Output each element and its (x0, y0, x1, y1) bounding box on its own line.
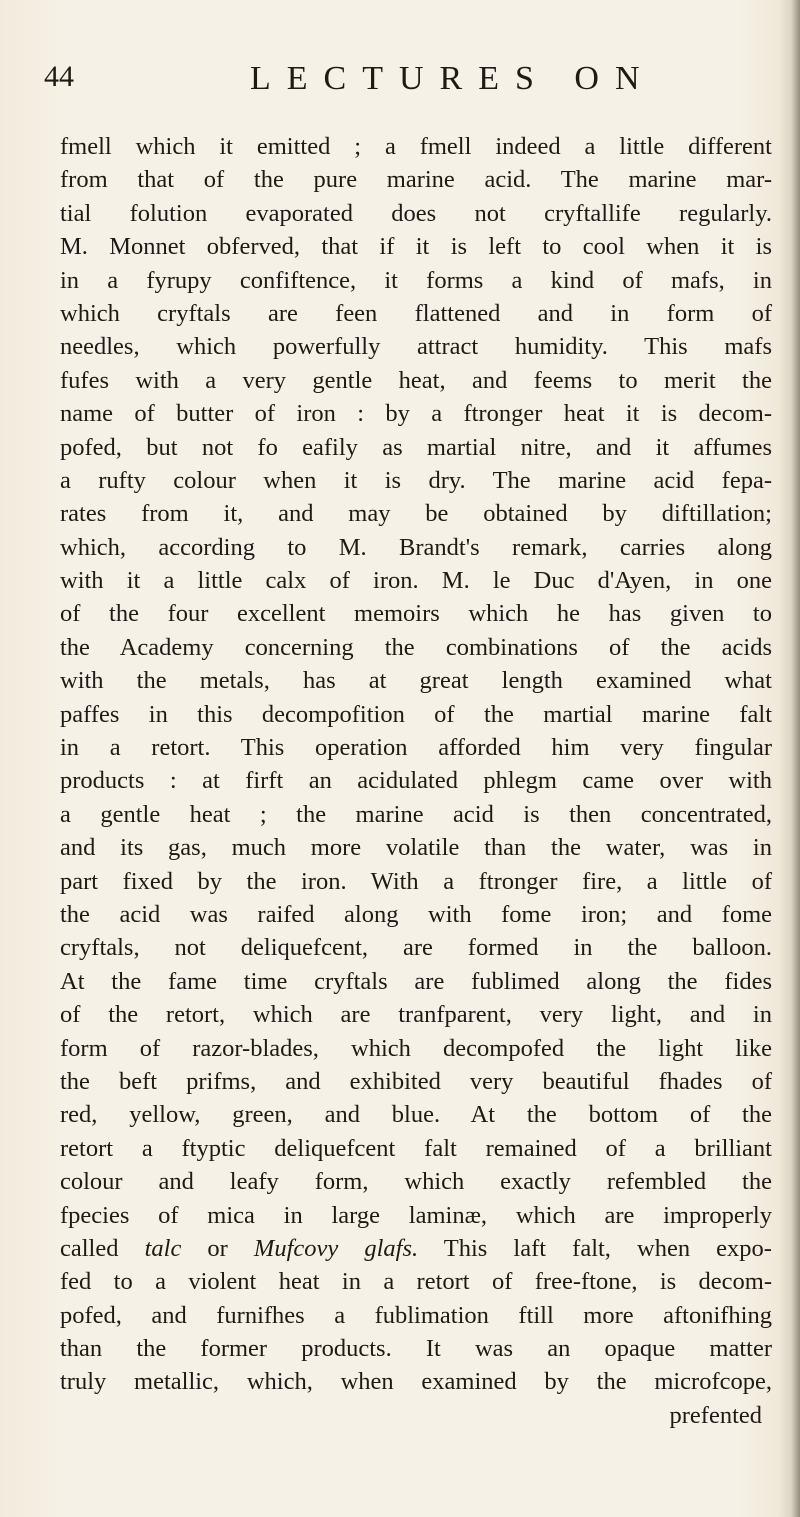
text-line: form of razor-blades, which decompofed the light like (60, 1034, 772, 1062)
text-line: products : at firft an acidulated phlegm came over with (60, 767, 772, 795)
text-line: name of butter of iron : by a ftronger heat it is decom- (60, 400, 772, 428)
text-line: part fixed by the iron. With a ftronger fire, a little of (60, 867, 772, 895)
running-head: LECTURES ON (250, 60, 656, 97)
text-line: fed to a violent heat in a retort of free-ftone, is decom- (60, 1268, 772, 1296)
text-line: needles, which powerfully attract humidity. This mafs (60, 333, 772, 361)
text-line: with it a little calx of iron. M. le Duc d'Ayen, in one (60, 567, 772, 595)
text-line: M. Monnet obferved, that if it is left to cool when it is (60, 233, 772, 261)
text-line: truly metallic, which, when examined by the microfcope, (60, 1368, 772, 1396)
text-line: with the metals, has at great length examined what (60, 667, 772, 695)
text-line: which cryftals are feen flattened and in form of (60, 299, 772, 327)
text-line: fpecies of mica in large laminæ, which are improperly (60, 1201, 772, 1229)
text-line: in a retort. This operation afforded him very fingular (60, 734, 772, 762)
body-text (60, 130, 772, 1432)
text-line: fmell which it emitted ; a fmell indeed a little different (60, 133, 772, 160)
text-line: colour and leafy form, which exactly refembled the (60, 1168, 772, 1196)
text-line: prefented (669, 1401, 762, 1429)
text-line: in a fyrupy confiftence, it forms a kind of mafs, in (60, 266, 772, 294)
text-line: cryftals, not deliquefcent, are formed in the balloon. (60, 934, 772, 962)
text-line: and its gas, much more volatile than the water, was in (60, 834, 772, 862)
text-line: the acid was raifed along with fome iron; and fome (60, 900, 772, 928)
text-line: paffes in this decompofition of the martial marine falt (60, 700, 772, 728)
text-line: tial folution evaporated does not cryftallife regularly. (60, 199, 772, 227)
text-line: which, according to M. Brandt's remark, carries along (60, 533, 772, 561)
text-line: red, yellow, green, and blue. At the bottom of the (60, 1101, 772, 1129)
text-line: the beft prifms, and exhibited very beautiful fhades of (60, 1067, 772, 1095)
text-line: pofed, but not fo eafily as martial nitre, and it affumes (60, 433, 772, 461)
text-line: from that of the pure marine acid. The marine mar- (60, 166, 772, 194)
page-edge-shadow (778, 0, 800, 1517)
text-line: of the four excellent memoirs which he has given to (60, 600, 772, 628)
text-line: the Academy concerning the combinations of the acids (60, 633, 772, 661)
text-line: than the former products. It was an opaque matter (60, 1335, 772, 1363)
page-number: 44 (44, 60, 74, 93)
text-line: At the fame time cryftals are fublimed along the fides (60, 967, 772, 995)
text-line: a gentle heat ; the marine acid is then concentrated, (60, 800, 772, 828)
page-header (44, 60, 764, 104)
text-line: pofed, and furnifhes a fublimation ftill more aftonifhing (60, 1301, 772, 1329)
text-line: fufes with a very gentle heat, and feems to merit the (60, 366, 772, 394)
text-line: retort a ftyptic deliquefcent falt remained of a brilliant (60, 1134, 772, 1162)
text-line: rates from it, and may be obtained by diftillation; (60, 500, 772, 528)
text-line: called talc or Mufcovy glafs. This laft falt, when expo- (60, 1234, 772, 1262)
text-line: a rufty colour when it is dry. The marine acid fepa- (60, 466, 772, 494)
text-line: of the retort, which are tranfparent, very light, and in (60, 1001, 772, 1029)
